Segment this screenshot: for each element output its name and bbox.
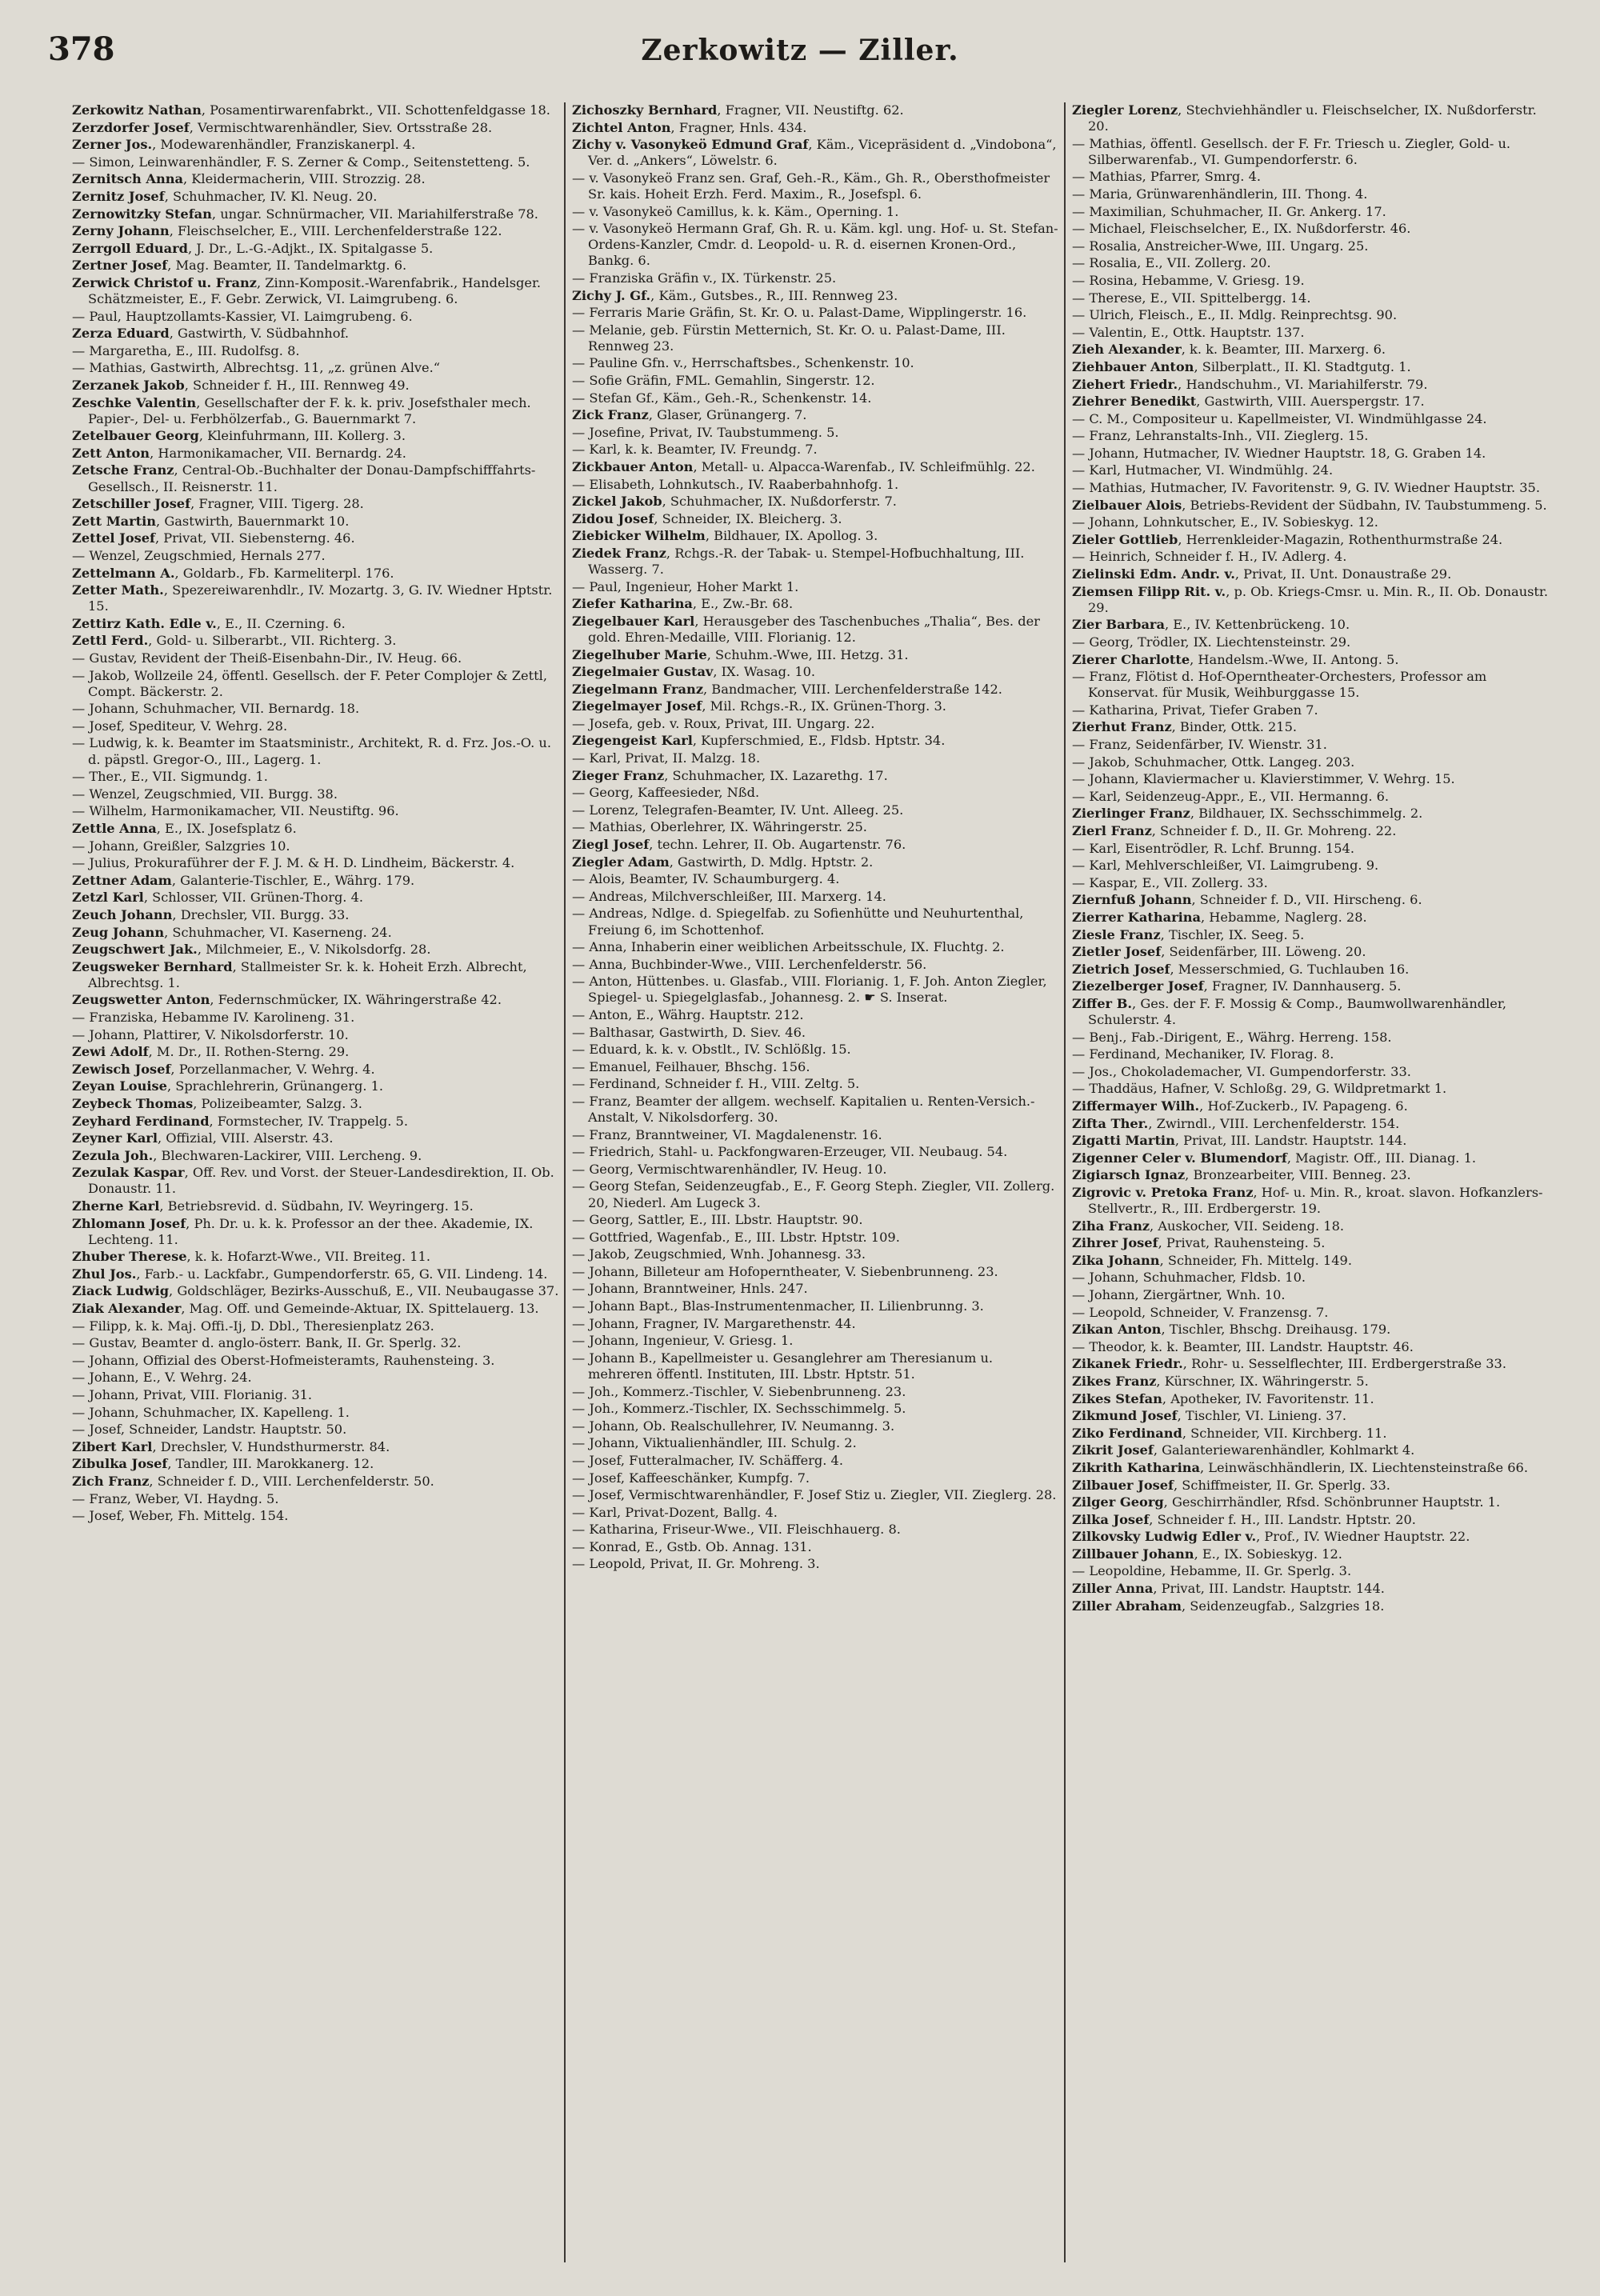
directory-entry: — Konrad, E., Gstb. Ob. Annag. 131. [572,1538,812,1554]
directory-entry: Ziegelhuber Marie, Schuhm.-Wwe, III. Hetzg. 31. [572,646,909,662]
directory-entry: — Josef, Spediteur, V. Wehrg. 28. [72,718,288,734]
directory-entry: — Gustav, Revident der Theiß-Eisenbahn-Dir., IV. Heug. 66. [72,650,462,666]
directory-entry: — Gustav, Beamter d. anglo-österr. Bank, II. Gr. Sperlg. 32. [72,1335,462,1351]
directory-entry: Zett Martin, Gastwirth, Bauernmarkt 10. [72,513,350,529]
directory-entry: — Sofie Gräfin, FML. Gemahlin, Singerstr. 12. [572,373,875,388]
directory-entry: Zerrgoll Eduard, J. Dr., L.-G.-Adjkt., IX. Spitalgasse 5. [72,240,434,256]
directory-entry: — Johann Bapt., Blas-Instrumentenmacher, II. Lilienbrunng. 3. [572,1298,984,1314]
directory-entry: Zieler Gottlieb, Herrenkleider-Magazin, Rothenthurmstraße 24. [1072,531,1503,547]
directory-entry: — Maximilian, Schuhmacher, II. Gr. Ankerg. 17. [1072,203,1386,219]
directory-entry: Zietrich Josef, Messerschmied, G. Tuchlauben 16. [1072,961,1410,977]
directory-entry: — Heinrich, Schneider f. H., IV. Adlerg. 4. [1072,549,1347,565]
directory-entry: — Mathias, Hutmacher, IV. Favoritenstr. 9, G. IV. Wiedner Hauptstr. 35. [1072,480,1540,496]
directory-entry: Zernitsch Anna, Kleidermacherin, VIII. Strozzig. 28. [72,171,426,187]
directory-entry: Zick Franz, Glaser, Grünangerg. 7. [572,407,807,423]
directory-entry: Zigatti Martin, Privat, III. Landstr. Hauptstr. 144. [1072,1133,1407,1149]
directory-entry: Zetschiller Josef, Fragner, VIII. Tigerg. 28. [72,496,364,512]
directory-entry: Zhlomann Josef, Ph. Dr. u. k. k. Professor an der thee. Akademie, IX. Lechteng. 11. [72,1215,534,1247]
directory-entry: — Alois, Beamter, IV. Schaumburgerg. 4. [572,871,840,887]
directory-entry: — Stefan Gf., Käm., Geh.-R., Schenkenstr. 14. [572,390,872,406]
directory-entry: Zichoszky Bernhard, Fragner, VII. Neustiftg. 62. [572,102,904,118]
directory-entry: — Lorenz, Telegrafen-Beamter, IV. Unt. Alleeg. 25. [572,802,904,818]
directory-entry: Zerwick Christof u. Franz, Zinn-Komposit.-Warenfabrik., Handelsger. Schätzmeister, E., F. Gebr. Zerwick, VI. Laimgrubeng. 6. [72,274,542,307]
directory-entry: — Rosalia, E., VII. Zollerg. 20. [1072,255,1271,271]
directory-entry: — Ferdinand, Mechaniker, IV. Florag. 8. [1072,1046,1334,1062]
directory-entry: — Franz, Lehranstalts-Inh., VII. Zieglerg. 15. [1072,428,1369,444]
directory-entry: — Karl, Privat-Dozent, Ballg. 4. [572,1504,778,1520]
directory-entry: Zilkovsky Ludwig Edler v., Prof., IV. Wiedner Hauptstr. 22. [1072,1529,1470,1545]
directory-entry: — Mathias, Gastwirth, Albrechtsg. 11, „z. grünen Alve.“ [72,360,441,376]
directory-entry: Zeugschwert Jak., Milchmeier, E., V. Nikolsdorfg. 28. [72,942,431,958]
directory-entry: — Franziska Gräfin v., IX. Türkenstr. 25. [572,270,837,286]
directory-entry: — Ulrich, Fleisch., E., II. Mdlg. Reinprechtsg. 90. [1072,307,1398,323]
directory-entry: Zickbauer Anton, Metall- u. Alpacca-Warenfab., IV. Schleifmühlg. 22. [572,458,1035,474]
directory-entry: — Emanuel, Feilhauer, Bhschg. 156. [572,1058,810,1074]
directory-entry: — Johann, Greißler, Salzgries 10. [72,838,290,854]
directory-entry: — Jos., Chokolademacher, VI. Gumpendorferstr. 33. [1072,1063,1411,1079]
directory-entry: Zihrer Josef, Privat, Rauhensteing. 5. [1072,1235,1326,1251]
column-1 [72,102,560,2262]
directory-entry: Zeybeck Thomas, Polizeibeamter, Salzg. 3. [72,1095,362,1111]
directory-entry: — Wenzel, Zeugschmied, VII. Burgg. 38. [72,786,338,802]
directory-entry: — Johann, Ingenieur, V. Griesg. 1. [572,1333,794,1349]
directory-entry: Zertner Josef, Mag. Beamter, II. Tandelmarktg. 6. [72,258,407,274]
directory-entry: — Josef, Futteralmacher, IV. Schäfferg. 4. [572,1452,843,1468]
directory-entry: Ziegelmann Franz, Bandmacher, VIII. Lerchenfelderstraße 142. [572,681,1002,697]
directory-entry: — Georg, Sattler, E., III. Lbstr. Hauptstr. 90. [572,1212,863,1228]
page-header [48,30,1552,86]
directory-entry: — Johann, Billeteur am Hofoperntheater, V. Siebenbrunneng. 23. [572,1263,998,1279]
directory-entry: — Ferraris Marie Gräfin, St. Kr. O. u. Palast-Dame, Wipplingerstr. 16. [572,305,1027,321]
directory-entry: — Pauline Gfn. v., Herrschaftsbes., Schenkenstr. 10. [572,355,914,371]
directory-entry: Zidou Josef, Schneider, IX. Bleicherg. 3. [572,510,842,526]
column-3 [1072,102,1560,2262]
directory-entry: Zikmund Josef, Tischler, VI. Linieng. 37. [1072,1408,1347,1424]
directory-entry: Zichy v. Vasonykeö Edmund Graf, Käm., Vicepräsident d. „Vindobona“, Ver. d. „Ankers“, Löwelstr. 6. [572,137,1057,169]
directory-entry: — Franz, Branntweiner, VI. Magdalenenstr. 16. [572,1126,882,1142]
directory-entry: Zigrovic v. Pretoka Franz, Hof- u. Min. R., kroat. slavon. Hofkanzlers-Stellvertr., R., III. Erdbergerstr. 19. [1072,1184,1543,1216]
directory-entry: — Therese, E., VII. Spittelbergg. 14. [1072,290,1311,306]
directory-entry: Zettel Josef, Privat, VII. Siebensterng. 46. [72,530,355,546]
directory-entry: Zietler Josef, Seidenfärber, III. Löweng. 20. [1072,944,1366,960]
directory-entry: Ziha Franz, Auskocher, VII. Seideng. 18. [1072,1218,1345,1234]
directory-entry: Ziehrer Benedikt, Gastwirth, VIII. Auerspergstr. 17. [1072,394,1425,410]
directory-entry: — Josef, Schneider, Landstr. Hauptstr. 50. [72,1422,347,1438]
directory-entry: Ziffermayer Wilh., Hof-Zuckerb., IV. Papageng. 6. [1072,1098,1408,1114]
directory-entry: Zettl Ferd., Gold- u. Silberarbt., VII. Richterg. 3. [72,633,397,649]
directory-entry: Zeschke Valentin, Gesellschafter der F. k. k. priv. Josefsthaler mech. Papier-, Del- u. Ferbhölzerfab., G. Bauernmarkt 7. [72,394,531,426]
directory-entry: Zillbauer Johann, E., IX. Sobieskyg. 12. [1072,1546,1342,1562]
directory-entry: — Georg, Vermischtwarenhändler, IV. Heug. 10. [572,1161,887,1177]
directory-entry: Ziegler Adam, Gastwirth, D. Mdlg. Hptstr. 2. [572,854,874,870]
directory-entry: — Franz, Seidenfärber, IV. Wienstr. 31. [1072,736,1327,752]
directory-entry: — Franziska, Hebamme IV. Karolineng. 31. [72,1009,355,1025]
directory-entry: Ziehert Friedr., Handschuhm., VI. Mariahilferstr. 79. [1072,376,1428,392]
directory-entry: — Leopoldine, Hebamme, II. Gr. Sperlg. 3. [1072,1563,1352,1579]
directory-entry: Zeyner Karl, Offizial, VIII. Alserstr. 43. [72,1130,334,1146]
directory-entry: — Johann, Lohnkutscher, E., IV. Sobieskyg. 12. [1072,514,1378,530]
directory-entry: — Franz, Beamter der allgem. wechself. Kapitalien u. Renten-Versich.-Anstalt, V. Nikolsdorferg. 30. [572,1093,1035,1126]
directory-entry: — Johann, Ob. Realschullehrer, IV. Neumanng. 3. [572,1418,895,1434]
directory-entry: Ziegelmayer Josef, Mil. Rchgs.-R., IX. Grünen-Thorg. 3. [572,698,946,714]
directory-entry: Zeug Johann, Schuhmacher, VI. Kaserneng. 24. [72,924,392,940]
directory-entry: Zierlinger Franz, Bildhauer, IX. Sechsschimmelg. 2. [1072,806,1423,822]
directory-entry: Ziko Ferdinand, Schneider, VII. Kirchberg. 11. [1072,1425,1387,1441]
directory-entry: Zhul Jos., Farb.- u. Lackfabr., Gumpendorferstr. 65, G. VII. Lindeng. 14. [72,1266,548,1282]
directory-entry: Zhuber Therese, k. k. Hofarzt-Wwe., VII. Breiteg. 11. [72,1249,431,1265]
directory-entry: — Johann, Fragner, IV. Margarethenstr. 44. [572,1315,856,1331]
directory-entry: — C. M., Compositeur u. Kapellmeister, VI. Windmühlgasse 24. [1072,410,1487,426]
directory-entry: — Mathias, Pfarrer, Smrg. 4. [1072,169,1262,185]
directory-entry: Zeugsweker Bernhard, Stallmeister Sr. k. k. Hoheit Erzh. Albrecht, Albrechtsg. 1. [72,958,527,990]
directory-entry: — Julius, Prokuraführer der F. J. M. & H. D. Lindheim, Bäckerstr. 4. [72,855,515,871]
directory-entry: — Johann, Hutmacher, IV. Wiedner Hauptstr. 18, G. Graben 14. [1072,445,1486,461]
directory-entry: Zielbauer Alois, Betriebs-Revident der Südbahn, IV. Taubstummeng. 5. [1072,497,1547,513]
directory-entry: Zetzl Karl, Schlosser, VII. Grünen-Thorg. 4. [72,890,364,906]
directory-entry: — Paul, Hauptzollamts-Kassier, VI. Laimgrubeng. 6. [72,308,413,324]
directory-entry: Zich Franz, Schneider f. D., VIII. Lerchenfelderstr. 50. [72,1474,434,1489]
directory-entry: Zielinski Edm. Andr. v., Privat, II. Unt. Donaustraße 29. [1072,566,1452,582]
directory-entry: — Katharina, Friseur-Wwe., VII. Fleischhauerg. 8. [572,1522,901,1538]
directory-entry: — Anna, Inhaberin einer weiblichen Arbeitsschule, IX. Fluchtg. 2. [572,939,1005,955]
page-title: Zerkowitz — Ziller. [641,34,959,67]
directory-entry: — Andreas, Ndlge. d. Spiegelfab. zu Sofienhütte und Neuhurtenthal, Freiung 6, im Schottenhof. [572,906,1024,938]
directory-entry: Ziegelbauer Karl, Herausgeber des Taschenbuches „Thalia“, Bes. der gold. Ehren-Medaille, VIII. Florianig. 12. [572,613,1040,645]
directory-entry: — Wilhelm, Harmonikamacher, VII. Neustiftg. 96. [72,803,399,819]
directory-entry: Zeuch Johann, Drechsler, VII. Burgg. 33. [72,906,350,922]
directory-entry: — Friedrich, Stahl- u. Packfongwaren-Erzeuger, VII. Neubaug. 54. [572,1144,1008,1160]
directory-entry: Zewi Adolf, M. Dr., II. Rothen-Sterng. 29. [72,1044,350,1060]
directory-entry: — Karl, Privat, II. Malzg. 18. [572,750,761,766]
directory-entry: Zilger Georg, Geschirrhändler, Rfsd. Schönbrunner Hauptstr. 1. [1072,1494,1501,1510]
directory-entry: — Ther., E., VII. Sigmundg. 1. [72,769,268,785]
directory-entry: Zett Anton, Harmonikamacher, VII. Bernardg. 24. [72,445,406,461]
directory-entry: Zichtel Anton, Fragner, Hnls. 434. [572,119,807,135]
directory-entry: Zierl Franz, Schneider f. D., II. Gr. Mohreng. 22. [1072,822,1397,838]
page-number: 378 [48,30,115,68]
directory-entry: Zettirz Kath. Edle v., E., II. Czerning. 6. [72,615,346,631]
directory-entry: — Johann B., Kapellmeister u. Gesanglehrer am Theresianum u. mehreren öffentl. Instituten, III. Lbstr. Hptstr. 51. [572,1350,994,1382]
directory-entry: — Jakob, Zeugschmied, Wnh. Johannesg. 33. [572,1246,866,1262]
directory-entry: — Karl, Mehlverschleißer, VI. Laimgrubeng. 9. [1072,858,1379,874]
directory-entry: Zigiarsch Ignaz, Bronzearbeiter, VIII. Benneg. 23. [1072,1167,1411,1183]
directory-entry: Zetter Math., Spezereiwarenhdlr., IV. Mozartg. 3, G. IV. Wiedner Hptstr. 15. [72,582,553,614]
directory-entry: — Karl, Hutmacher, VI. Windmühlg. 24. [1072,462,1334,478]
directory-entry: — Anton, Hüttenbes. u. Glasfab., VIII. Florianig. 1, F. Joh. Anton Ziegler, Spiegel- u. Spiegelglasfab., Johannesg. 2. ☛ S. Inserat. [572,974,1047,1006]
directory-entry: Ziegl Josef, techn. Lehrer, II. Ob. Augartenstr. 76. [572,837,906,853]
directory-entry: — Johann, Privat, VIII. Florianig. 31. [72,1387,313,1403]
directory-entry: — Georg Stefan, Seidenzeugfab., E., F. Georg Steph. Ziegler, VII. Zollerg. 20, Niederl. Am Lugeck 3. [572,1178,1055,1210]
directory-entry: — Johann, Viktualienhändler, III. Schulg. 2. [572,1435,857,1451]
directory-entry: Ziehbauer Anton, Silberplatt., II. Kl. Stadtgutg. 1. [1072,358,1411,374]
directory-entry: — Kaspar, E., VII. Zollerg. 33. [1072,874,1268,890]
directory-entry: Zetelbauer Georg, Kleinfuhrmann, III. Kollerg. 3. [72,428,406,444]
directory-entry: Zierrer Katharina, Hebamme, Naglerg. 28. [1072,909,1367,925]
directory-entry: Ziedek Franz, Rchgs.-R. der Tabak- u. Stempel-Hofbuchhaltung, III. Wasserg. 7. [572,545,1025,578]
directory-entry: Zibert Karl, Drechsler, V. Hundsthurmerstr. 84. [72,1438,390,1454]
directory-entry: Ziller Abraham, Seidenzeugfab., Salzgries 18. [1072,1598,1385,1614]
directory-entry: Zikes Stefan, Apotheker, IV. Favoritenstr. 11. [1072,1390,1374,1406]
directory-entry: — Josef, Vermischtwarenhändler, F. Josef Stiz u. Ziegler, VII. Zieglerg. 28. [572,1487,1057,1503]
directory-entry: — v. Vasonykeö Camillus, k. k. Käm., Operning. 1. [572,203,899,219]
directory-entry: Ziezelberger Josef, Fragner, IV. Dannhauserg. 5. [1072,978,1402,994]
directory-entry: Zezula Joh., Blechwaren-Lackirer, VIII. Lercheng. 9. [72,1147,422,1163]
directory-entry: — Josefine, Privat, IV. Taubstummeng. 5. [572,424,839,440]
directory-entry: Zilbauer Josef, Schiffmeister, II. Gr. Sperlg. 33. [1072,1477,1390,1493]
directory-entry: — Mathias, öffentl. Gesellsch. der F. Fr. Triesch u. Ziegler, Gold- u. Silberwarenfab., VI. Gumpendorferstr. 6. [1072,135,1511,167]
directory-entry: — Johann, Plattirer, V. Nikolsdorferstr. 10. [72,1026,349,1042]
directory-entry: — Michael, Fleischselcher, E., IX. Nußdorferstr. 46. [1072,221,1411,237]
directory-entry: — Jakob, Wollzeile 24, öffentl. Gesellsch. der F. Peter Complojer & Zettl, Compt. Bäckerstr. 2. [72,667,547,699]
directory-entry: Zieger Franz, Schuhmacher, IX. Lazarethg. 17. [572,767,888,783]
directory-entry: — Johann, Branntweiner, Hnls. 247. [572,1281,808,1297]
directory-entry: — Johann, Schuhmacher, VII. Bernardg. 18. [72,701,360,717]
directory-entry: Zier Barbara, E., IV. Kettenbrückeng. 10. [1072,617,1350,633]
directory-entry: — Anna, Buchbinder-Wwe., VIII. Lerchenfelderstr. 56. [572,956,927,972]
directory-entry: Zierhut Franz, Binder, Ottk. 215. [1072,719,1298,735]
directory-entry: Zerza Eduard, Gastwirth, V. Südbahnhof. [72,326,350,342]
directory-entry: — Balthasar, Gastwirth, D. Siev. 46. [572,1024,806,1040]
directory-entry: — Ludwig, k. k. Beamter im Staatsministr., Architekt, R. d. Frz. Jos.-O. u. d. päpstl. Gregor-O., III., Lagerg. 1. [72,735,551,767]
directory-entry: — Andreas, Milchverschleißer, III. Marxerg. 14. [572,888,886,904]
directory-entry: Zichy J. Gf., Käm., Gutsbes., R., III. Rennweg 23. [572,287,898,303]
directory-entry: — Leopold, Schneider, V. Franzensg. 7. [1072,1304,1329,1320]
directory-entry: Zerzdorfer Josef, Vermischtwarenhändler, Siev. Ortsstraße 28. [72,119,493,135]
directory-entry: — Jakob, Schuhmacher, Ottk. Langeg. 203. [1072,754,1355,770]
directory-entry: — v. Vasonykeö Hermann Graf, Gh. R. u. Käm. kgl. ung. Hof- u. St. Stefan-Ordens-Kanzler, Cmdr. d. Leopold- u. R. d. eisernen Kronen-Ord., Bankg. 6. [572,221,1058,269]
directory-entry: — Valentin, E., Ottk. Hauptstr. 137. [1072,324,1305,340]
directory-entry: — Theodor, k. k. Beamter, III. Landstr. Hauptstr. 46. [1072,1338,1414,1354]
directory-entry: Zernitz Josef, Schuhmacher, IV. Kl. Neug. 20. [72,188,378,204]
directory-entry: — Wenzel, Zeugschmied, Hernals 277. [72,547,326,563]
directory-entry: — Joh., Kommerz.-Tischler, V. Siebenbrunneng. 23. [572,1383,906,1399]
column-2 [572,102,1060,2262]
directory-entry: Zherne Karl, Betriebsrevid. d. Südbahn, IV. Weyringerg. 15. [72,1198,474,1214]
directory-entry: — Margaretha, E., III. Rudolfsg. 8. [72,342,300,358]
directory-entry: — Filipp, k. k. Maj. Offi.-Ij, D. Dbl., Theresienplatz 263. [72,1318,434,1334]
directory-entry: — Benj., Fab.-Dirigent, E., Währg. Herreng. 158. [1072,1029,1392,1045]
directory-entry: Zettle Anna, E., IX. Josefsplatz 6. [72,820,297,836]
directory-entry: Zernowitzky Stefan, ungar. Schnürmacher, VII. Mariahilferstraße 78. [72,206,538,222]
directory-entry: Zikan Anton, Tischler, Bhschg. Dreihausg. 179. [1072,1322,1391,1338]
directory-entry: — Franz, Flötist d. Hof-Operntheater-Orchesters, Professor am Konservat. für Musik, Weihburggasse 15. [1072,669,1487,701]
directory-entry: Zeyan Louise, Sprachlehrerin, Grünangerg. 1. [72,1078,384,1094]
directory-entry: — Johann, E., V. Wehrg. 24. [72,1370,252,1386]
directory-entry: Zerkowitz Nathan, Posamentirwarenfabrkt., VII. Schottenfeldgasse 18. [72,102,550,118]
directory-entry: Zika Johann, Schneider, Fh. Mittelg. 149. [1072,1252,1352,1268]
directory-entry: — Mathias, Oberlehrer, IX. Währingerstr. 25. [572,819,867,835]
directory-entry: Zeyhard Ferdinand, Formstecher, IV. Trappelg. 5. [72,1113,409,1129]
directory-entry: Ziemsen Filipp Rit. v., p. Ob. Kriegs-Cmsr. u. Min. R., II. Ob. Donaustr. 29. [1072,583,1549,615]
directory-entry: Zeugswetter Anton, Federnschmücker, IX. Währingerstraße 42. [72,992,502,1008]
directory-entry: Zieh Alexander, k. k. Beamter, III. Marxerg. 6. [1072,342,1386,358]
column-divider [1064,102,1066,2262]
directory-entry: Zikes Franz, Kürschner, IX. Währingerstr. 5. [1072,1373,1369,1389]
directory-entry: — Karl, Seidenzeug-Appr., E., VII. Hermanng. 6. [1072,788,1390,804]
directory-entry: — Simon, Leinwarenhändler, F. S. Zerner & Comp., Seitenstetteng. 5. [72,154,530,170]
directory-entry: Ziebicker Wilhelm, Bildhauer, IX. Apollog. 3. [572,528,878,544]
directory-entry: Zikanek Friedr., Rohr- u. Sesselflechter, III. Erdbergerstraße 33. [1072,1356,1506,1372]
column-divider [564,102,566,2262]
directory-entry: Zigenner Celer v. Blumendorf, Magistr. Off., III. Dianag. 1. [1072,1150,1477,1166]
directory-entry: Zezulak Kaspar, Off. Rev. und Vorst. der Steuer-Landesdirektion, II. Ob. Donaustr. 11. [72,1165,554,1197]
directory-entry: — Johann, Offizial des Oberst-Hofmeisteramts, Rauhensteing. 3. [72,1352,495,1368]
directory-entry: — Thaddäus, Hafner, V. Schloßg. 29, G. Wildpretmarkt 1. [1072,1081,1447,1097]
directory-entry: Ziffer B., Ges. der F. F. Mossig & Comp., Baumwollwarenhändler, Schulerstr. 4. [1072,995,1506,1027]
directory-entry: Ziak Alexander, Mag. Off. und Gemeinde-Aktuar, IX. Spittelauerg. 13. [72,1301,539,1317]
directory-entry: — Johann, Schuhmacher, Fldsb. 10. [1072,1270,1306,1286]
directory-entry: Ziller Anna, Privat, III. Landstr. Hauptstr. 144. [1072,1581,1385,1597]
directory-entry: Zifta Ther., Zwirndl., VIII. Lerchenfelderstr. 154. [1072,1115,1400,1131]
directory-entry: — Joh., Kommerz.-Tischler, IX. Sechsschimmelg. 5. [572,1401,906,1417]
directory-entry: — Anton, E., Währg. Hauptstr. 212. [572,1006,804,1022]
directory-entry: — Rosina, Hebamme, V. Griesg. 19. [1072,272,1305,288]
directory-entry: — Katharina, Privat, Tiefer Graben 7. [1072,702,1318,718]
directory-entry: Zilka Josef, Schneider f. H., III. Landstr. Hptstr. 20. [1072,1511,1416,1527]
directory-entry: — Rosalia, Anstreicher-Wwe, III. Ungarg. 25. [1072,238,1369,254]
directory-entry: — Karl, Eisentrödler, R. Lchf. Brunng. 154. [1072,840,1354,856]
directory-entry: Zibulka Josef, Tandler, III. Marokkanerg. 12. [72,1456,374,1472]
directory-entry: — Josef, Kaffeeschänker, Kumpfg. 7. [572,1470,810,1486]
directory-entry: Ziesle Franz, Tischler, IX. Seeg. 5. [1072,926,1305,942]
directory-entry: — Georg, Trödler, IX. Liechtensteinstr. 29. [1072,634,1351,650]
directory-entry: Zewisch Josef, Porzellanmacher, V. Wehrg. 4. [72,1061,375,1077]
directory-entry: — Maria, Grünwarenhändlerin, III. Thong. 4. [1072,186,1368,202]
directory-entry: — Georg, Kaffeesieder, Nßd. [572,785,760,801]
directory-entry: — Eduard, k. k. v. Obstlt., IV. Schlößlg. 15. [572,1042,851,1058]
directory-entry: Zerner Jos., Modewarenhändler, Franziskanerpl. 4. [72,137,416,153]
directory-entry: Ziegler Lorenz, Stechviehhändler u. Fleischselcher, IX. Nußdorferstr. 20. [1072,102,1537,134]
directory-entry: — Leopold, Privat, II. Gr. Mohreng. 3. [572,1556,820,1572]
directory-entry: Ziefer Katharina, E., Zw.-Br. 68. [572,596,794,612]
directory-entry: — Melanie, geb. Fürstin Metternich, St. Kr. O. u. Palast-Dame, III. Rennweg 23. [572,322,1006,354]
directory-columns [72,102,1576,2262]
directory-entry: — Franz, Weber, VI. Haydng. 5. [72,1490,279,1506]
directory-entry: — Ferdinand, Schneider f. H., VIII. Zeltg. 5. [572,1076,860,1092]
directory-entry: Ziack Ludwig, Goldschläger, Bezirks-Ausschuß, E., VII. Neubaugasse 37. [72,1283,559,1299]
directory-entry: — v. Vasonykeö Franz sen. Graf, Geh.-R., Käm., Gh. R., Obersthofmeister Sr. kais. Hoheit Erzh. Ferd. Maxim., R., Josefspl. 6. [572,170,1050,202]
directory-entry: — Elisabeth, Lohnkutsch., IV. Raaberbahnhofg. 1. [572,476,899,492]
directory-entry: Zierer Charlotte, Handelsm.-Wwe, II. Antong. 5. [1072,651,1399,667]
directory-entry: — Josef, Weber, Fh. Mittelg. 154. [72,1508,289,1524]
directory-entry: — Gottfried, Wagenfab., E., III. Lbstr. Hptstr. 109. [572,1229,900,1245]
directory-entry: — Karl, k. k. Beamter, IV. Freundg. 7. [572,442,818,458]
directory-entry: Zikrit Josef, Galanteriewarenhändler, Kohlmarkt 4. [1072,1442,1415,1458]
directory-entry: Zerny Johann, Fleischselcher, E., VIII. Lerchenfelderstraße 122. [72,223,502,239]
directory-entry: Zetsche Franz, Central-Ob.-Buchhalter der Donau-Dampfschifffahrts-Gesellsch., II. Reisnerstr. 11. [72,462,536,494]
directory-entry: Zickel Jakob, Schuhmacher, IX. Nußdorferstr. 7. [572,494,897,510]
directory-entry: Zerzanek Jakob, Schneider f. H., III. Rennweg 49. [72,378,410,393]
directory-entry: — Johann, Schuhmacher, IX. Kapelleng. 1. [72,1404,350,1420]
directory-entry: Zettner Adam, Galanterie-Tischler, E., Währg. 179. [72,872,415,888]
directory-entry: Zikrith Katharina, Leinwäschhändlerin, IX. Liechtensteinstraße 66. [1072,1459,1528,1475]
directory-entry: Ziegengeist Karl, Kupferschmied, E., Fldsb. Hptstr. 34. [572,733,946,749]
directory-entry: — Johann, Klaviermacher u. Klavierstimmer, V. Wehrg. 15. [1072,771,1455,787]
directory-entry: Zettelmann A., Goldarb., Fb. Karmeliterpl. 176. [72,565,394,581]
directory-entry: Ziernfuß Johann, Schneider f. D., VII. Hirscheng. 6. [1072,892,1422,908]
directory-entry: — Josefa, geb. v. Roux, Privat, III. Ungarg. 22. [572,715,875,731]
directory-entry: — Paul, Ingenieur, Hoher Markt 1. [572,578,799,594]
directory-entry: — Johann, Ziergärtner, Wnh. 10. [1072,1286,1286,1302]
directory-entry: Ziegelmaier Gustav, IX. Wasag. 10. [572,664,816,680]
